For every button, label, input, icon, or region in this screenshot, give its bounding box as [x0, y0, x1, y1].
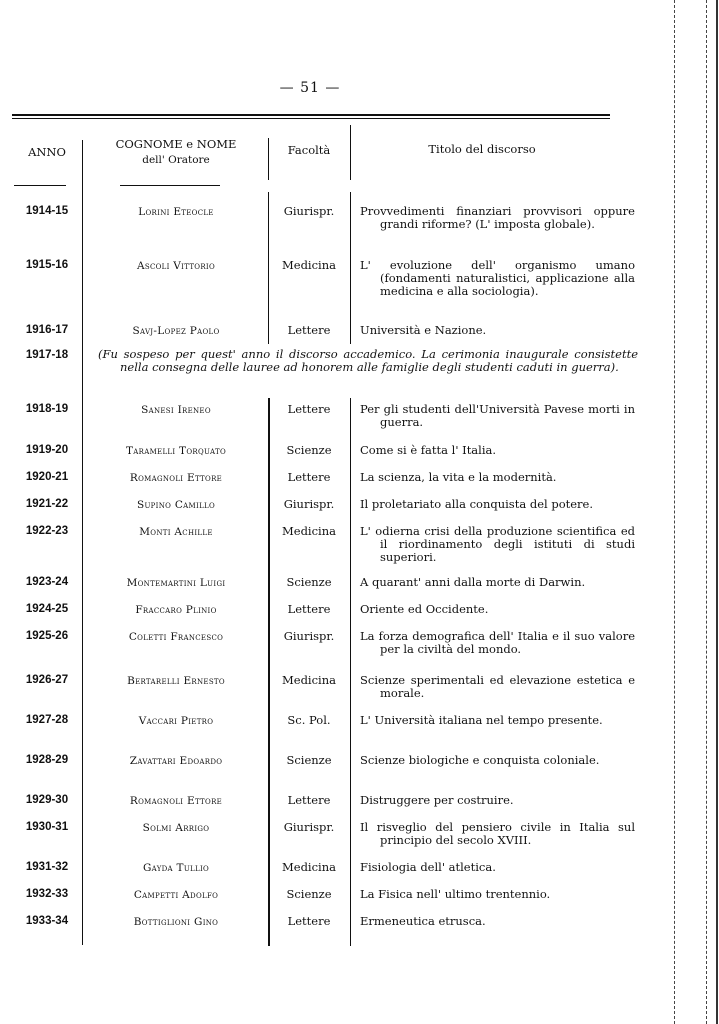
row-title: Oriente ed Occidente.: [360, 602, 489, 616]
row-speaker: Supino Camillo: [136, 499, 216, 511]
row-speaker: Campetti Adolfo: [133, 889, 219, 901]
row-year: 1920-21: [25, 471, 69, 483]
row-year: 1933-34: [25, 915, 69, 927]
row-year: 1921-22: [25, 498, 69, 510]
row-faculty: Lettere: [287, 323, 331, 337]
row-faculty: Lettere: [287, 402, 331, 416]
row-title: Scienze biologiche e conquista coloniale.: [360, 753, 600, 767]
row-faculty: Giurispr.: [283, 204, 335, 218]
row-title: A quarant' anni dalla morte di Darwin.: [360, 575, 586, 589]
row-year: 1932-33: [25, 888, 69, 900]
row-year: 1928-29: [25, 754, 69, 766]
row-title: Università e Nazione.: [360, 323, 487, 337]
row-faculty: Lettere: [287, 914, 331, 928]
row-title: Distruggere per costruire.: [360, 793, 514, 807]
row-speaker: Bertarelli Ernesto: [127, 675, 225, 687]
column-divider: [82, 140, 83, 945]
row-speaker: Sanesi Ireneo: [141, 404, 211, 416]
row-speaker: Lorini Eteocle: [138, 206, 214, 218]
row-faculty: Lettere: [287, 602, 331, 616]
row-year: 1926-27: [25, 674, 69, 686]
row-speaker: Fraccaro Plinio: [135, 604, 217, 616]
row-year: 1931-32: [25, 861, 69, 873]
column-divider: [350, 192, 351, 344]
row-faculty: Sc. Pol.: [287, 713, 331, 727]
row-title: Scienze sperimentali ed elevazione estetica e morale.: [360, 673, 635, 700]
row-faculty: Giurispr.: [283, 629, 335, 643]
row-speaker: Romagnoli Ettore: [129, 472, 223, 484]
row-faculty: Medicina: [281, 524, 336, 538]
row-title: L' Università italiana nel tempo presente.: [360, 713, 603, 727]
row-title: La Fisica nell' ultimo trentennio.: [360, 887, 551, 901]
row-year: 1923-24: [25, 576, 69, 588]
row-speaker: Romagnoli Ettore: [129, 795, 223, 807]
row-faculty: Scienze: [286, 443, 332, 457]
header-name-line1: COGNOME e NOME: [115, 137, 237, 151]
row-faculty: Lettere: [287, 470, 331, 484]
row-faculty: Medicina: [281, 258, 336, 272]
row-title: Il risveglio del pensiero civile in Italia sul principio del secolo XVIII.: [360, 820, 635, 847]
header-name-line2: dell' Oratore: [142, 154, 210, 166]
row-faculty: Scienze: [286, 887, 332, 901]
row-speaker: Solmi Arrigo: [142, 822, 210, 834]
row-faculty: Medicina: [281, 860, 336, 874]
column-divider: [350, 398, 351, 946]
row-title: Per gli studenti dell'Università Pavese morti in guerra.: [360, 402, 635, 429]
row-year: 1918-19: [25, 403, 69, 415]
row-year: 1914-15: [25, 205, 69, 217]
row-faculty: Scienze: [286, 575, 332, 589]
top-rule-thin: [12, 118, 610, 119]
row-title: L' evoluzione dell' organismo umano (fondamenti naturalistici, applicazione alla medicina e alla sociologia).: [360, 258, 635, 298]
row-title: Il proletariato alla conquista del potere.: [360, 497, 593, 511]
row-year: 1919-20: [25, 444, 69, 456]
page-edge: [716, 0, 718, 1024]
row-title: Provvedimenti finanziari provvisori oppure grandi riforme? (L' imposta globale).: [360, 204, 635, 231]
row-title: Come si è fatta l' Italia.: [360, 443, 497, 457]
row-year: 1917-18: [25, 349, 69, 361]
header-anno: ANNO: [28, 145, 66, 159]
row-faculty: Giurispr.: [283, 497, 335, 511]
row-year: 1924-25: [25, 603, 69, 615]
row-speaker: Coletti Francesco: [128, 631, 224, 643]
header-facolta: Facoltà: [287, 143, 331, 157]
column-divider: [350, 125, 351, 180]
row-year: 1927-28: [25, 714, 69, 726]
header-rule-name: [120, 185, 220, 186]
row-speaker: Gayda Tullio: [142, 862, 210, 874]
row-title: La forza demografica dell' Italia e il suo valore per la civiltà del mondo.: [360, 629, 635, 656]
row-title: Ermeneutica etrusca.: [360, 914, 486, 928]
row-speaker: Ascoli Vittorio: [136, 260, 216, 272]
row-speaker: Taramelli Torquato: [126, 445, 226, 457]
row-speaker: Montemartini Luigi: [126, 577, 226, 589]
row-faculty: Lettere: [287, 793, 331, 807]
row-speaker: Monti Achille: [139, 526, 213, 538]
row-title: Fisiologia dell' atletica.: [360, 860, 496, 874]
row-year: 1925-26: [25, 630, 69, 642]
row-year: 1929-30: [25, 794, 69, 806]
page-edge: [706, 0, 707, 1024]
row-faculty: Medicina: [281, 673, 336, 687]
row-faculty: Scienze: [286, 753, 332, 767]
header-rule-anno: [14, 185, 66, 186]
row-speaker: Bottiglioni Gino: [133, 916, 219, 928]
page-number: — 51 —: [279, 80, 341, 96]
row-note: (Fu sospeso per quest' anno il discorso accademico. La cerimonia inaugurale consistette nella consegna delle lauree ad honorem alle famiglie degli studenti caduti in guerra).: [98, 347, 638, 374]
top-rule: [12, 114, 610, 116]
row-title: La scienza, la vita e la modernità.: [360, 470, 557, 484]
header-titolo: Titolo del discorso: [428, 142, 536, 156]
row-year: 1915-16: [25, 259, 69, 271]
row-year: 1930-31: [25, 821, 69, 833]
row-title: L' odierna crisi della produzione scientifica ed il riordinamento degli istituti di studi superiori.: [360, 524, 635, 564]
page-edge: [674, 0, 675, 1024]
row-year: 1916-17: [25, 324, 69, 336]
row-speaker: Savj-Lopez Paolo: [132, 325, 220, 337]
row-speaker: Zavattari Edoardo: [129, 755, 223, 767]
row-faculty: Giurispr.: [283, 820, 335, 834]
row-speaker: Vaccari Pietro: [138, 715, 214, 727]
row-year: 1922-23: [25, 525, 69, 537]
